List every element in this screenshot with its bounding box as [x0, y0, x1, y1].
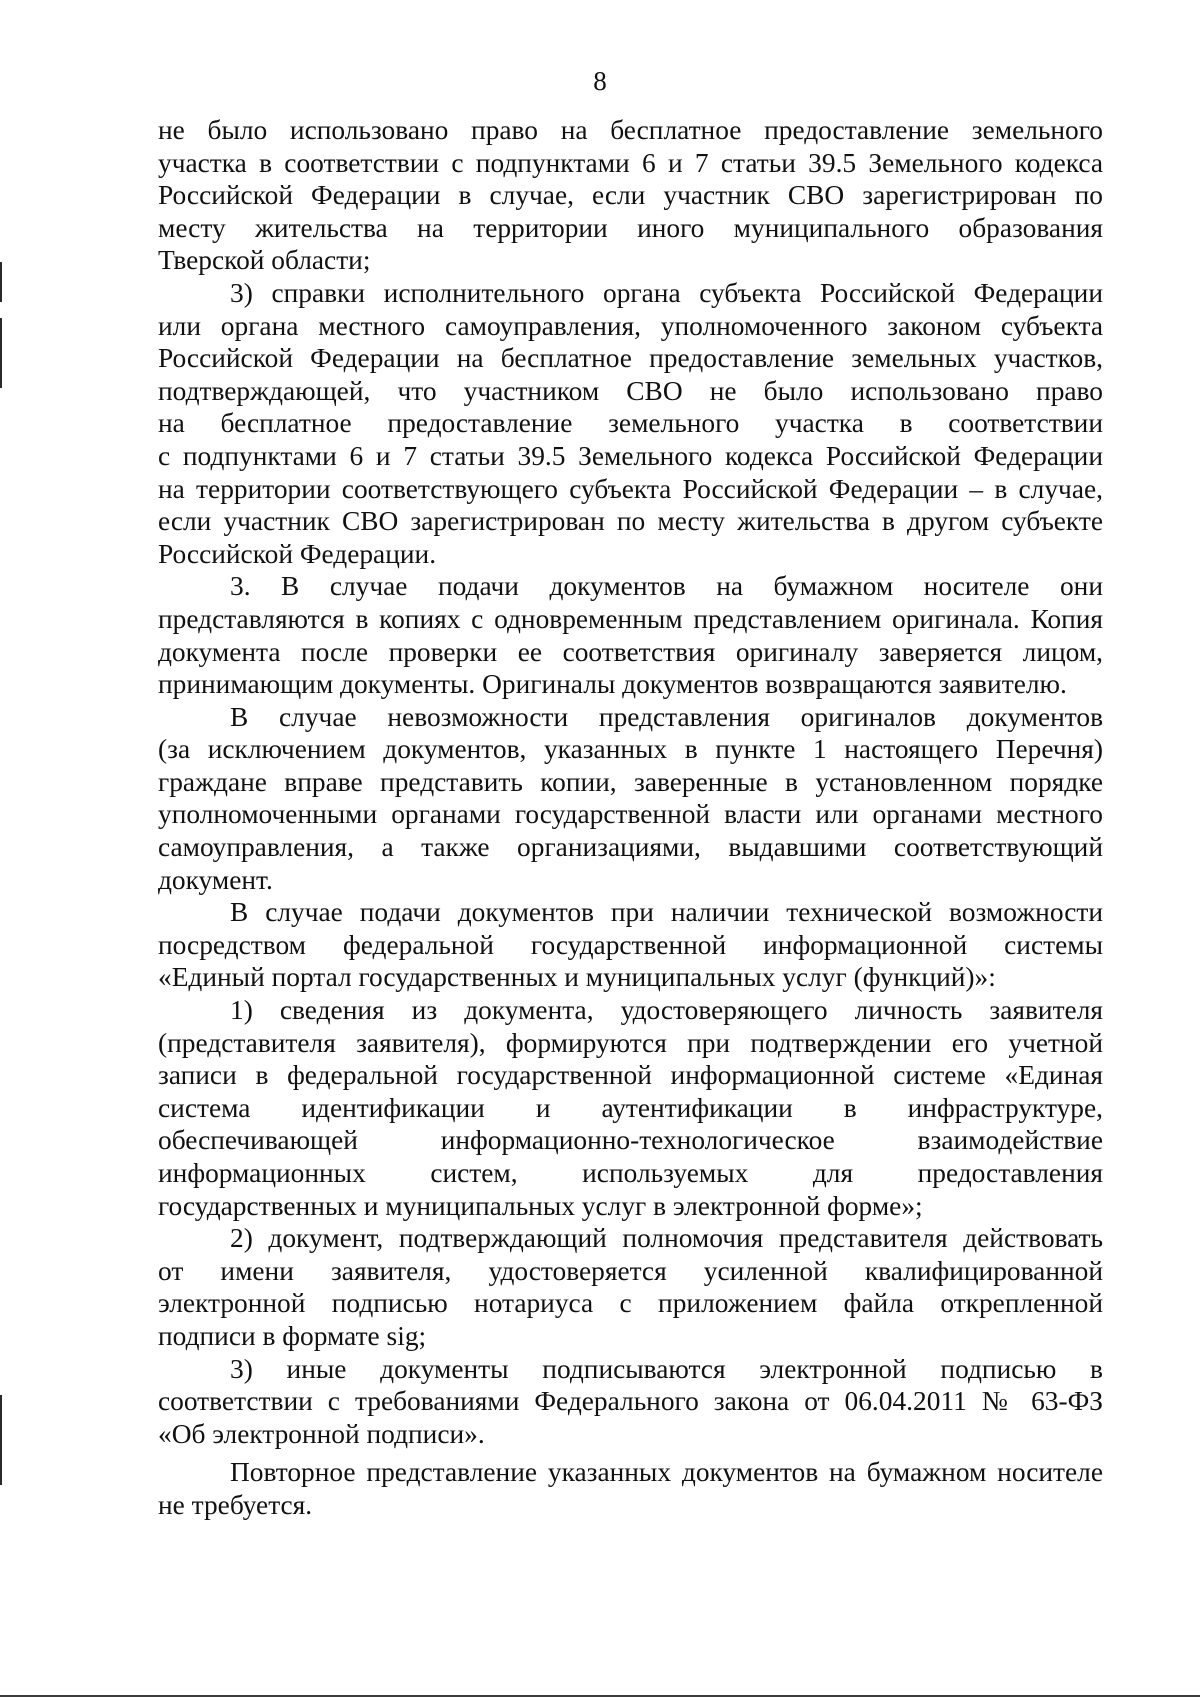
- text-line: «Об электронной подписи».: [158, 1418, 485, 1449]
- paragraph-section-3: [158, 570, 1103, 700]
- text-line: на бесплатное предоставление земельного участка в соответствии: [158, 408, 1103, 439]
- paragraph-item-3: [158, 277, 1103, 570]
- text-line: уполномоченными органами государственной власти или органами местного: [158, 799, 1103, 830]
- text-line: Российской Федерации на бесплатное предоставление земельных участков,: [158, 343, 1103, 374]
- text-line: не было использовано право на бесплатное предоставление земельного: [158, 115, 1103, 145]
- page-number: 8: [593, 66, 607, 96]
- text-line: с подпунктами 6 и 7 статьи 39.5 Земельного кодекса Российской Федерации: [158, 440, 1103, 471]
- text-line: система идентификации и аутентификации в инфраструктуре,: [158, 1092, 1103, 1123]
- text-line: Российской Федерации.: [158, 538, 437, 569]
- text-line: 3) справки исполнительного органа субъекта Российской Федерации: [230, 277, 1103, 308]
- text-line: представляются в копиях с одновременным представлением оригинала. Копия: [158, 603, 1103, 634]
- paragraph-item-1: [158, 994, 1103, 1222]
- document-body: [158, 114, 1103, 1522]
- scan-edge-mark-1: [0, 262, 2, 302]
- text-line: принимающим документы. Оригиналы документов возвращаются заявителю.: [158, 669, 1067, 700]
- text-line: участка в соответствии с подпунктами 6 и 7 статьи 39.5 Земельного кодекса: [158, 147, 1103, 178]
- text-line: самоуправления, а также организациями, выдавшими соответствующий: [158, 832, 1103, 863]
- text-line: соответствии с требованиями Федерального закона от 06.04.2011 № 63-ФЗ: [158, 1386, 1103, 1417]
- text-line: от имени заявителя, удостоверяется усиленной квалифицированной: [158, 1255, 1103, 1286]
- text-line: 2) документ, подтверждающий полномочия представителя действовать: [230, 1223, 1103, 1254]
- text-line: В случае подачи документов при наличии технической возможности: [230, 897, 1103, 928]
- text-line: подтверждающей, что участником СВО не было использовано право: [158, 375, 1103, 406]
- text-line: «Единый портал государственных и муниципальных услуг (функций)»:: [158, 962, 996, 993]
- text-line: 1) сведения из документа, удостоверяющего личность заявителя: [230, 995, 1103, 1026]
- text-line: (представителя заявителя), формируются при подтверждении его учетной: [158, 1027, 1103, 1058]
- text-line: В случае невозможности представления оригиналов документов: [230, 701, 1103, 732]
- paragraph-item-3-signature: [158, 1353, 1103, 1451]
- text-line: документ.: [158, 864, 273, 895]
- text-line: граждане вправе представить копии, заверенные в установленном порядке: [158, 766, 1103, 797]
- text-line: обеспечивающей информационно-технологическое взаимодействие: [158, 1125, 1103, 1156]
- paragraph-epgu: [158, 896, 1103, 994]
- text-line: Повторное представление указанных документов на бумажном носителе: [230, 1457, 1103, 1488]
- text-line: документа после проверки ее соответствия оригиналу заверяется лицом,: [158, 636, 1103, 667]
- scan-bottom-edge: [0, 1695, 1200, 1697]
- text-line: информационных систем, используемых для предоставления: [158, 1158, 1103, 1188]
- text-line: не требуется.: [158, 1489, 313, 1520]
- paragraph-item-2: [158, 1222, 1103, 1352]
- text-line: если участник СВО зарегистрирован по месту жительства в другом субъекте: [158, 506, 1103, 537]
- paragraph-final: [158, 1456, 1103, 1521]
- text-line: на территории соответствующего субъекта Российской Федерации – в случае,: [158, 473, 1103, 504]
- text-line: Российской Федерации в случае, если участник СВО зарегистрирован по: [158, 180, 1103, 211]
- text-line: посредством федеральной государственной информационной системы: [158, 929, 1103, 960]
- text-line: (за исключением документов, указанных в пункте 1 настоящего Перечня): [158, 734, 1103, 765]
- paragraph-continuation: [158, 114, 1103, 277]
- scan-edge-mark-2: [0, 318, 2, 388]
- paragraph-originals: [158, 701, 1103, 897]
- text-line: государственных и муниципальных услуг в электронной форме»;: [158, 1190, 923, 1221]
- text-line: Тверской области;: [158, 245, 371, 276]
- text-line: электронной подписью нотариуса с приложением файла открепленной: [158, 1288, 1103, 1319]
- text-line: записи в федеральной государственной информационной системе «Единая: [158, 1060, 1103, 1091]
- scan-edge-mark-3: [0, 1395, 2, 1485]
- text-line: или органа местного самоуправления, уполномоченного законом субъекта: [158, 310, 1103, 341]
- text-line: 3) иные документы подписываются электронной подписью в: [230, 1353, 1103, 1384]
- text-line: 3. В случае подачи документов на бумажном носителе они: [230, 571, 1103, 602]
- text-line: подписи в формате sig;: [158, 1320, 427, 1351]
- text-line: месту жительства на территории иного муниципального образования: [158, 212, 1103, 243]
